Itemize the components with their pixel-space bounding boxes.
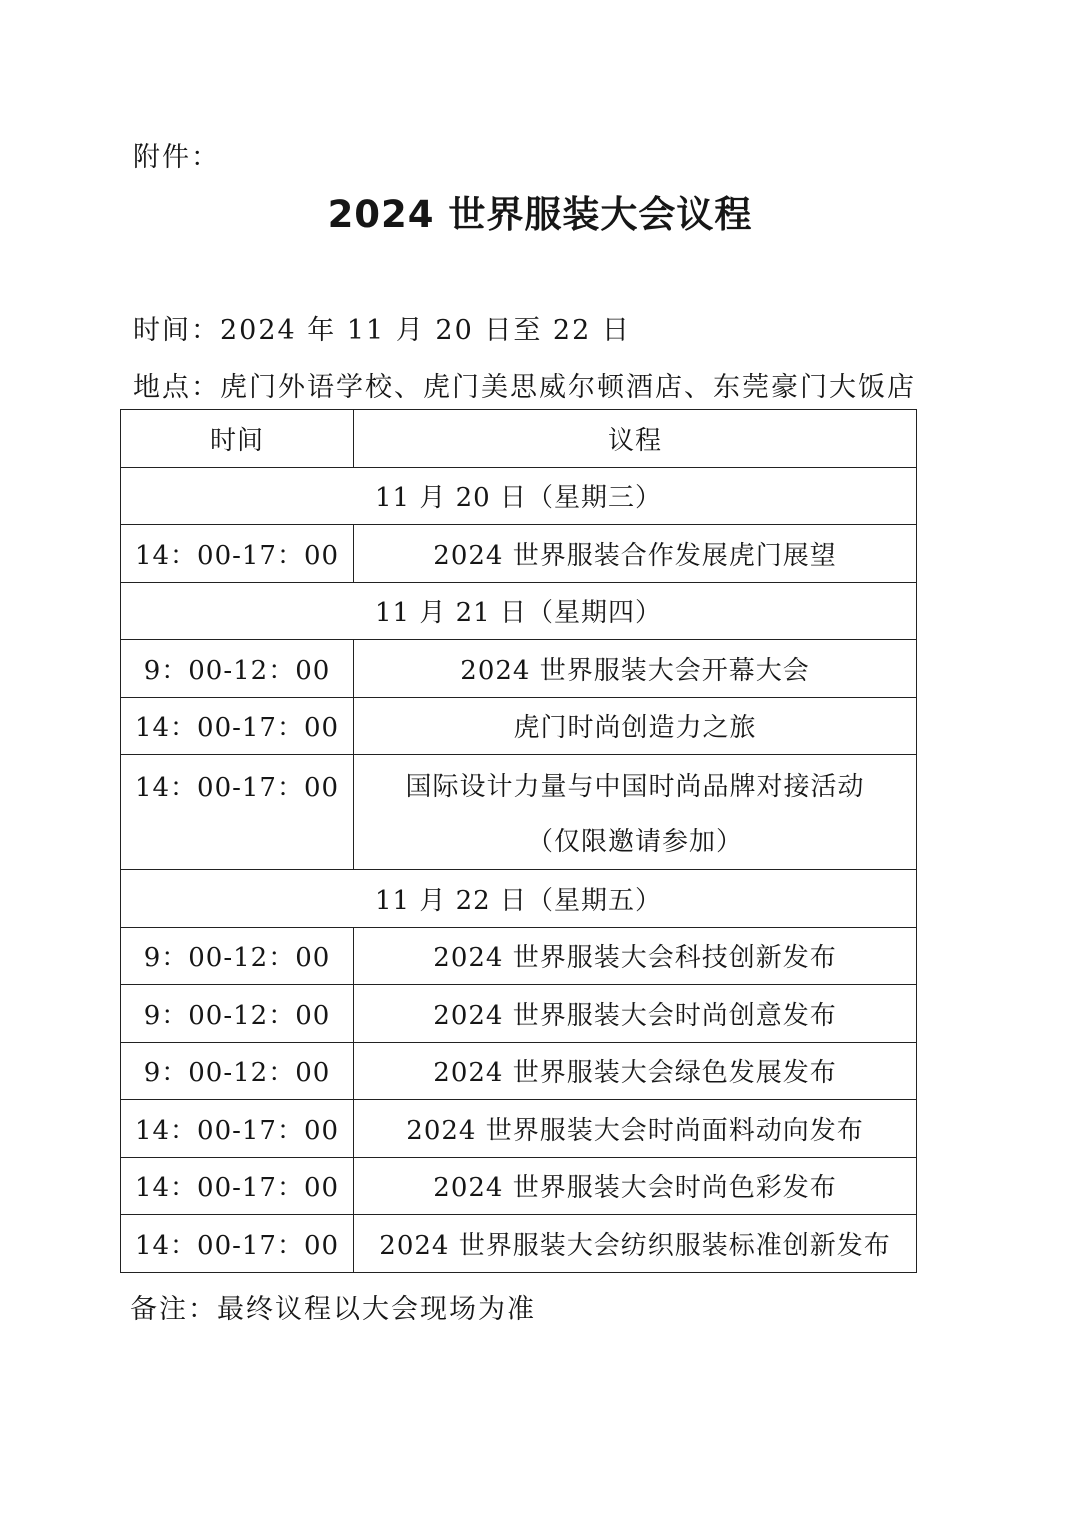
agenda-item-cell: 2024 世界服装大会时尚面料动向发布 [354, 1100, 917, 1158]
table-row [121, 525, 917, 583]
table-row [121, 1157, 917, 1215]
agenda-item-cell: 2024 世界服装大会开幕大会 [354, 640, 917, 698]
date-row [121, 870, 917, 928]
header-time: 时间 [121, 410, 354, 468]
time-cell: 9：00-12：00 [121, 1042, 354, 1100]
time-cell: 14：00-17：00 [121, 1157, 354, 1215]
time-cell: 9：00-12：00 [121, 927, 354, 985]
agenda-item-cell: 2024 世界服装大会时尚创意发布 [354, 985, 917, 1043]
date-cell: 11 月 21 日（星期四） [121, 582, 917, 640]
time-cell: 14：00-17：00 [121, 525, 354, 583]
page-title: 2024 世界服装大会议程 [327, 193, 753, 236]
event-location: 地点：虎门外语学校、虎门美思威尔顿酒店、东莞豪门大饭店 [133, 372, 916, 403]
agenda-item-cell [354, 755, 917, 870]
agenda-item-text: 国际设计力量与中国时尚品牌对接活动 [405, 772, 865, 802]
time-cell: 14：00-17：00 [121, 1100, 354, 1158]
table-row [121, 697, 917, 755]
time-cell: 14：00-17：00 [121, 755, 354, 870]
event-time: 时间：2024 年 11 月 20 日至 22 日 [133, 315, 631, 346]
footnote: 备注：最终议程以大会现场为准 [130, 1294, 536, 1325]
agenda-item-cell: 2024 世界服装大会纺织服装标准创新发布 [354, 1215, 917, 1273]
agenda-item-cell: 2024 世界服装合作发展虎门展望 [354, 525, 917, 583]
table-row [121, 1100, 917, 1158]
table-row [121, 755, 917, 870]
time-cell: 9：00-12：00 [121, 985, 354, 1043]
time-cell: 9：00-12：00 [121, 640, 354, 698]
agenda-item-cell: 2024 世界服装大会时尚色彩发布 [354, 1157, 917, 1215]
agenda-item-cell: 2024 世界服装大会绿色发展发布 [354, 1042, 917, 1100]
table-row [121, 985, 917, 1043]
agenda-item-cell: 虎门时尚创造力之旅 [354, 697, 917, 755]
date-cell: 11 月 20 日（星期三） [121, 467, 917, 525]
table-row [121, 927, 917, 985]
attachment-label: 附件： [133, 142, 220, 173]
table-row [121, 1215, 917, 1273]
table-row [121, 640, 917, 698]
date-row [121, 467, 917, 525]
time-cell: 14：00-17：00 [121, 1215, 354, 1273]
table-header-row [121, 410, 917, 468]
time-cell: 14：00-17：00 [121, 697, 354, 755]
date-cell: 11 月 22 日（星期五） [121, 870, 917, 928]
table-row [121, 1042, 917, 1100]
agenda-item-cell: 2024 世界服装大会科技创新发布 [354, 927, 917, 985]
agenda-item-note: （仅限邀请参加） [526, 827, 743, 857]
date-row [121, 582, 917, 640]
agenda-table [120, 409, 917, 1273]
header-agenda: 议程 [354, 410, 917, 468]
